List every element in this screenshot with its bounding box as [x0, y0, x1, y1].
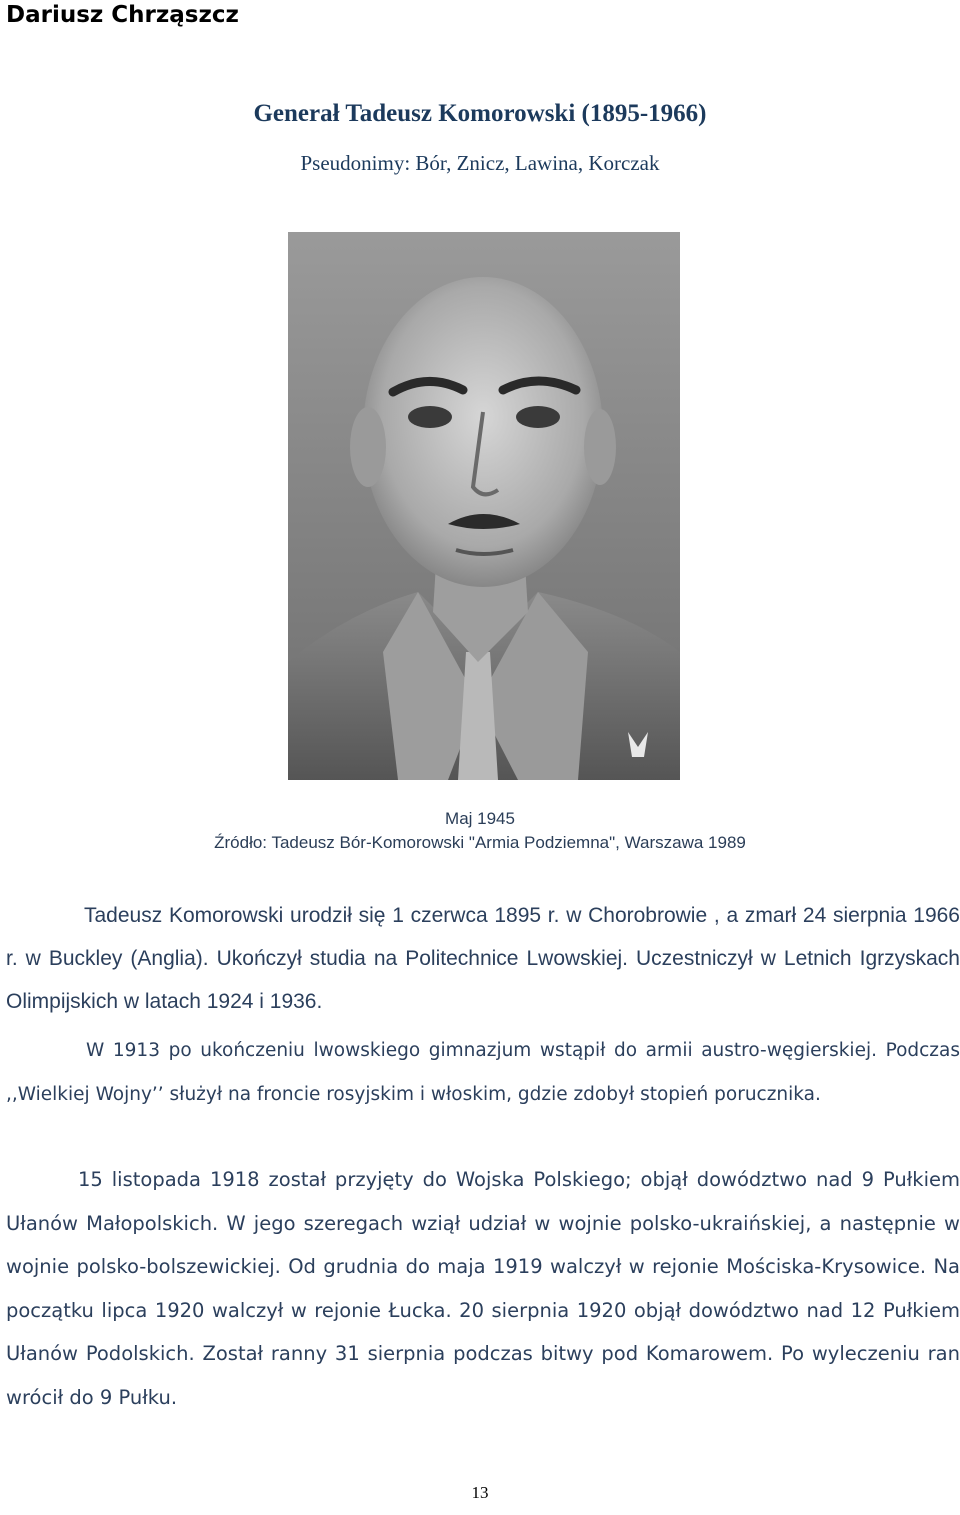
paragraph-1-text: Tadeusz Komorowski urodził się 1 czerwca 1895 r. w Chorobrowie , a zmarł 24 sierpnia 1966 r. w Buckley (Anglia). Ukończył studia na Politechnice Lwowskiej. Uczestniczył w Letnich Igrzyskach Olimpijskich w latach 1924 i 1936.: [6, 904, 960, 1013]
page-number: 13: [471, 1483, 489, 1502]
paragraph-3-text: 15 listopada 1918 został przyjęty do Wojska Polskiego; objął dowództwo nad 9 Pułkiem Ułanów Małopolskich. W jego szeregach wziął udział w wojnie polsko-ukraińskiej, a następnie w wojnie polsko-bolszewickiej. Od grudnia do maja 1919 walczył w rejonie Mościska-Krysowice. Na początku lipca 1920 walczył w rejonie Łucka. 20 sierpnia 1920 objął dowództwo nad 12 Pułkiem Ułanów Podolskich. Został ranny 31 sierpnia podczas bitwy pod Komarowem. Po wyleczeniu ran wrócił do 9 Pułku.: [6, 1168, 960, 1409]
author-name: Dariusz Chrząszcz: [6, 2, 239, 28]
portrait-photo-icon: [288, 232, 680, 780]
photo-caption-source: Źródło: Tadeusz Bór-Komorowski "Armia Podziemna", Warszawa 1989: [214, 833, 746, 852]
paragraph-2: [6, 1029, 960, 1117]
pseudonyms: Pseudonimy: Bór, Znicz, Lawina, Korczak: [300, 151, 660, 175]
paragraph-1: [6, 894, 960, 1023]
paragraph-3: [6, 1158, 960, 1419]
portrait-photo: [288, 232, 680, 780]
paragraph-2-text: W 1913 po ukończeniu lwowskiego gimnazjum wstąpił do armii austro-węgierskiej. Podczas ,,Wielkiej Wojny’’ służył na froncie rosyjskim i włoskim, gdzie zdobył stopień porucznika.: [6, 1040, 960, 1105]
photo-caption-date: Maj 1945: [445, 809, 515, 828]
document-title: Generał Tadeusz Komorowski (1895-1966): [253, 100, 707, 127]
